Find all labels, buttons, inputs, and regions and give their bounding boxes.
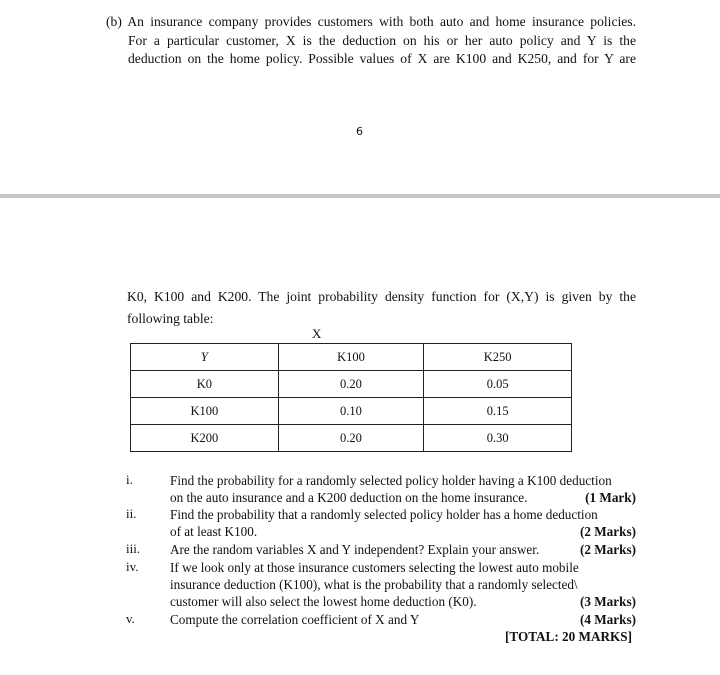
problem-continuation — [127, 286, 636, 330]
problem-intro — [106, 13, 636, 69]
total-marks: [TOTAL: 20 MARKS] — [505, 629, 632, 644]
question-number: iv. — [126, 559, 139, 574]
question-line: insurance deduction (K100), what is the probability that a randomly selected\ — [170, 577, 578, 592]
table-cell: K100 — [131, 398, 279, 425]
question-line: Are the random variables X and Y independent? Explain your answer. — [170, 542, 540, 557]
question-number: v. — [126, 611, 135, 626]
table-cell: 0.05 — [424, 371, 572, 398]
question-marks: (4 Marks) — [579, 612, 636, 627]
table-x-label: X — [312, 326, 322, 341]
question-line: customer will also select the lowest home deduction (K0). — [170, 594, 477, 609]
question-line: Find the probability that a randomly selected policy holder has a home deduction — [170, 507, 598, 522]
table-cell: 0.10 — [278, 398, 424, 425]
question-marks: (3 Marks) — [579, 594, 636, 609]
table-row — [131, 371, 572, 398]
intro-line-3: deduction on the home policy. Possible values of X are K100 and K250, and for Y are — [128, 51, 636, 66]
question-marks: (2 Marks) — [579, 542, 636, 557]
table-cell: 0.15 — [424, 398, 572, 425]
table-cell: 0.30 — [424, 425, 572, 452]
intro-line-2: For a particular customer, X is the deduction on his or her auto policy and Y is the — [128, 32, 636, 48]
question-marks: (1 Mark) — [585, 490, 636, 505]
intro-line-1: (b) An insurance company provides customers with both auto and home insurance policies. — [106, 14, 636, 29]
header-y: Y — [131, 344, 279, 371]
table-cell: K0 — [131, 371, 279, 398]
question-line: on the auto insurance and a K200 deduction on the home insurance. — [170, 490, 528, 505]
question-line: Find the probability for a randomly selected policy holder having a K100 deduction — [170, 473, 612, 488]
question-number: ii. — [126, 506, 137, 521]
question-number: i. — [126, 472, 133, 487]
header-k250: K250 — [424, 344, 572, 371]
continuation-line-2: following table: — [127, 311, 214, 326]
joint-probability-table — [130, 343, 572, 452]
question-line: of at least K100. — [170, 524, 258, 539]
question-line: If we look only at those insurance customers selecting the lowest auto mobile — [170, 560, 579, 575]
table-cell: K200 — [131, 425, 279, 452]
table-row — [131, 425, 572, 452]
question-number: iii. — [126, 541, 141, 556]
table-row — [131, 398, 572, 425]
question-line: Compute the correlation coefficient of X and Y — [170, 612, 420, 627]
page-number: 6 — [356, 125, 363, 138]
header-k100: K100 — [278, 344, 424, 371]
page-separator — [0, 194, 720, 198]
table-header-row — [131, 344, 572, 371]
table-cell: 0.20 — [278, 425, 424, 452]
question-marks: (2 Marks) — [579, 524, 636, 539]
continuation-line-1: K0, K100 and K200. The joint probability density function for (X,Y) is given by the — [127, 289, 636, 304]
table-cell: 0.20 — [278, 371, 424, 398]
